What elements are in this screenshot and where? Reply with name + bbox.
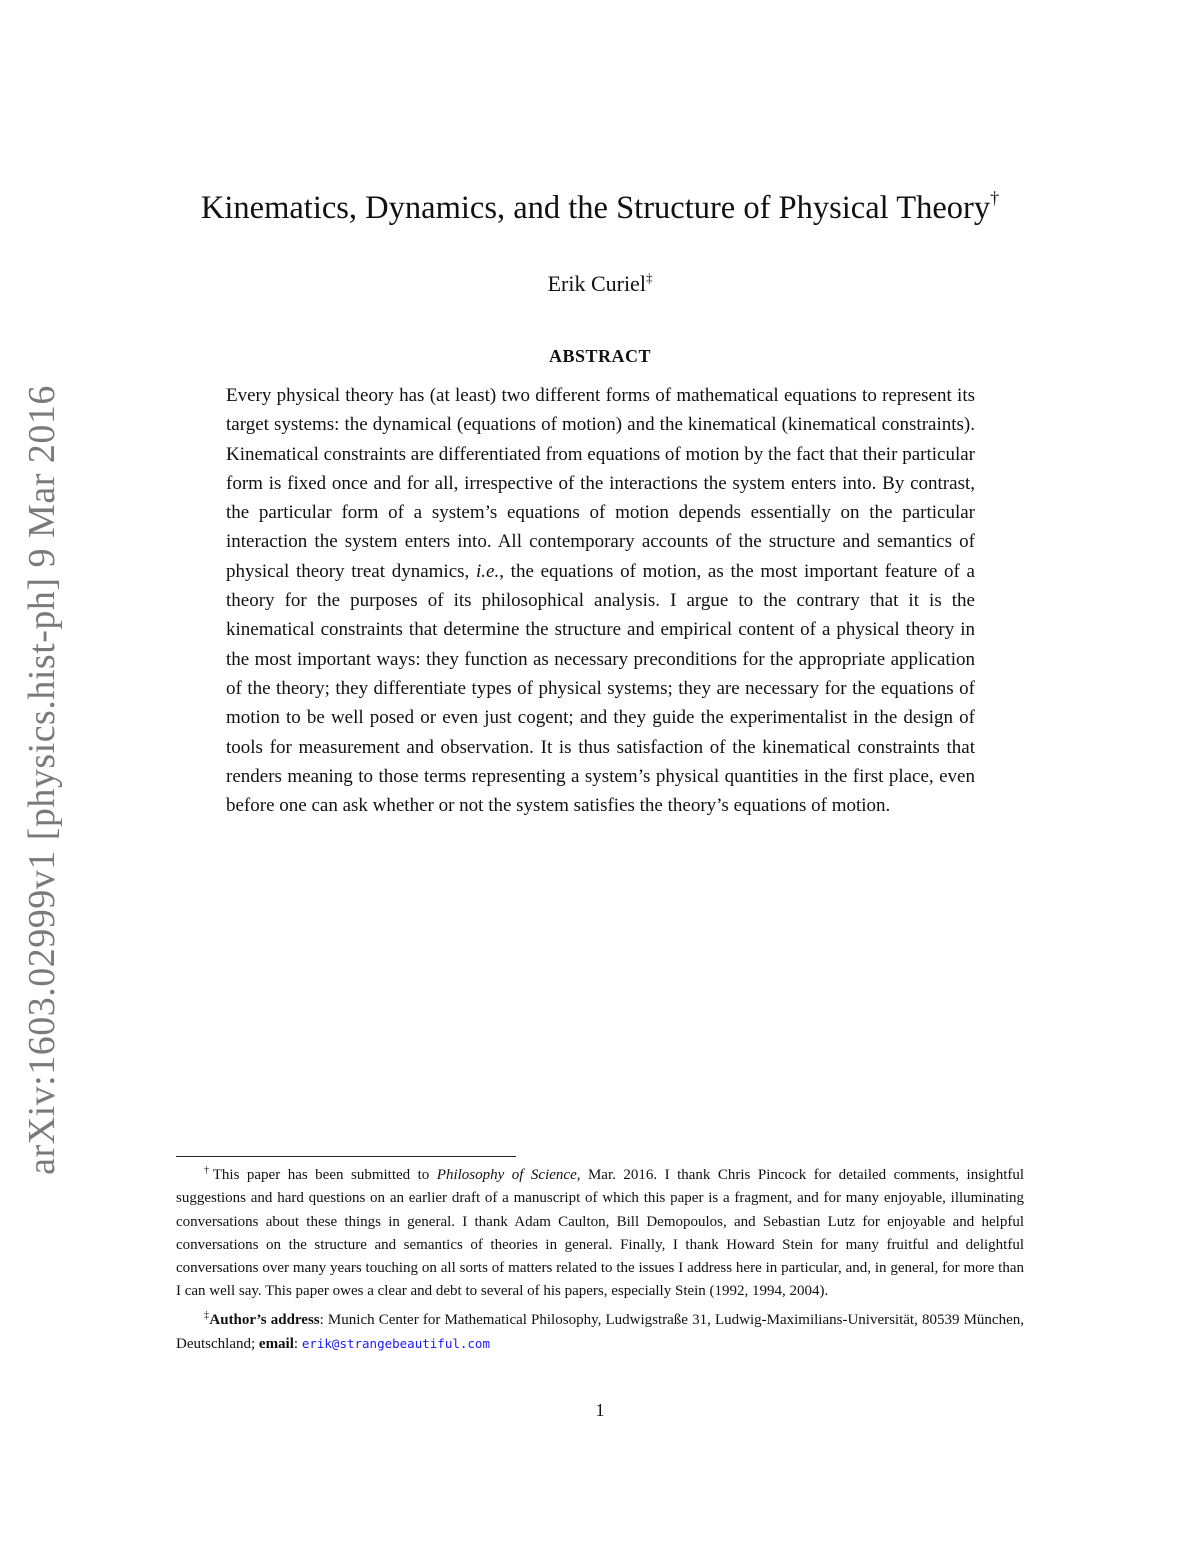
- arxiv-identifier-stamp: arXiv:1603.02999v1 [physics.hist-ph] 9 Mar 2016: [21, 385, 63, 1175]
- title-footnote-mark[interactable]: †: [990, 188, 1000, 208]
- abstract-body: [226, 381, 975, 820]
- footnote-1-text-after: , Mar. 2016. I thank Chris Pincock for detailed comments, insightful suggestions and hard questions on an earlier draft of a manuscript of which this paper is a fragment, and for many enjoyable, illuminating conversations about these things in general. I thank Adam Caulton, Bill Demopoulos, and Sebastian Lutz for enjoyable and helpful conversations on the structure and semantics of theories in general. Finally, I thank Howard Stein for many fruitful and delightful conversations over many years touching on all sorts of matters related to the issues I address here in particular, and, in general, for more than I can well say. This paper owes a clear and debt to several of his papers, especially Stein (1992, 1994, 2004).: [176, 1167, 1025, 1300]
- footnote-1-mark: †: [204, 1165, 213, 1176]
- footnote-1-journal: Philosophy of Science: [436, 1167, 577, 1183]
- author-name: [0, 270, 1200, 297]
- abstract-heading: ABSTRACT: [548, 346, 652, 366]
- abstract-text-part-2: , the equations of motion, as the most important feature of a theory for the purposes of its philosophical analysis. I argue to the contrary that it is the kinematical constraints that determine the structure and empirical content of a physical theory in the most important ways: they function as necessary preconditions for the appropriate application of the theory; they differentiate types of physical systems; they are necessary for the equations of motion to be well posed or even just cogent; and they guide the experimentalist in the design of tools for measurement and observation. It is thus satisfaction of the kinematical constraints that renders meaning to those terms representing a system’s physical quantities in the first place, even before one can ask whether or not the system satisfies the theory’s equations of motion.: [226, 560, 975, 817]
- page-number: 1: [595, 1400, 605, 1420]
- footnotes: [176, 1159, 1024, 1356]
- address-text: : Munich Center for Mathematical Philosophy, Ludwigstraße 31, Ludwig-Maximilians-Universität, 80539 München, Deutschland;: [176, 1311, 1024, 1353]
- abstract-text-part-1: Every physical theory has (at least) two different forms of mathematical equations to represent its target systems: the dynamical (equations of motion) and the kinematical (kinematical constraints). Kinematical constraints are differentiated from equations of motion by the fact that their particular form is fixed once and for all, irrespective of the interactions the system enters into. By contrast, the particular form of a system’s equations of motion depends essentially on the particular interaction the system enters into. All contemporary accounts of the structure and semantics of physical theory treat dynamics,: [226, 385, 975, 582]
- email-separator: :: [293, 1336, 302, 1353]
- author-name-text: Erik Curiel: [547, 271, 646, 296]
- author-footnote-mark[interactable]: ‡: [645, 270, 653, 285]
- footnote-2-mark: ‡: [204, 1309, 210, 1321]
- paper-title: [0, 188, 1200, 227]
- footnote-acknowledgements: [176, 1159, 1024, 1304]
- abstract-ie-italic: i.e.: [476, 560, 500, 582]
- footnote-rule: [176, 1156, 516, 1157]
- email-link[interactable]: erik@strangebeautiful.com: [301, 1336, 490, 1352]
- footnote-1-text-before: This paper has been submitted to: [212, 1167, 437, 1183]
- footnote-author-address: [176, 1304, 1024, 1357]
- paper-title-text: Kinematics, Dynamics, and the Structure of Physical Theory: [200, 190, 991, 226]
- address-label: Author’s address: [209, 1311, 320, 1328]
- email-label: email: [258, 1336, 294, 1353]
